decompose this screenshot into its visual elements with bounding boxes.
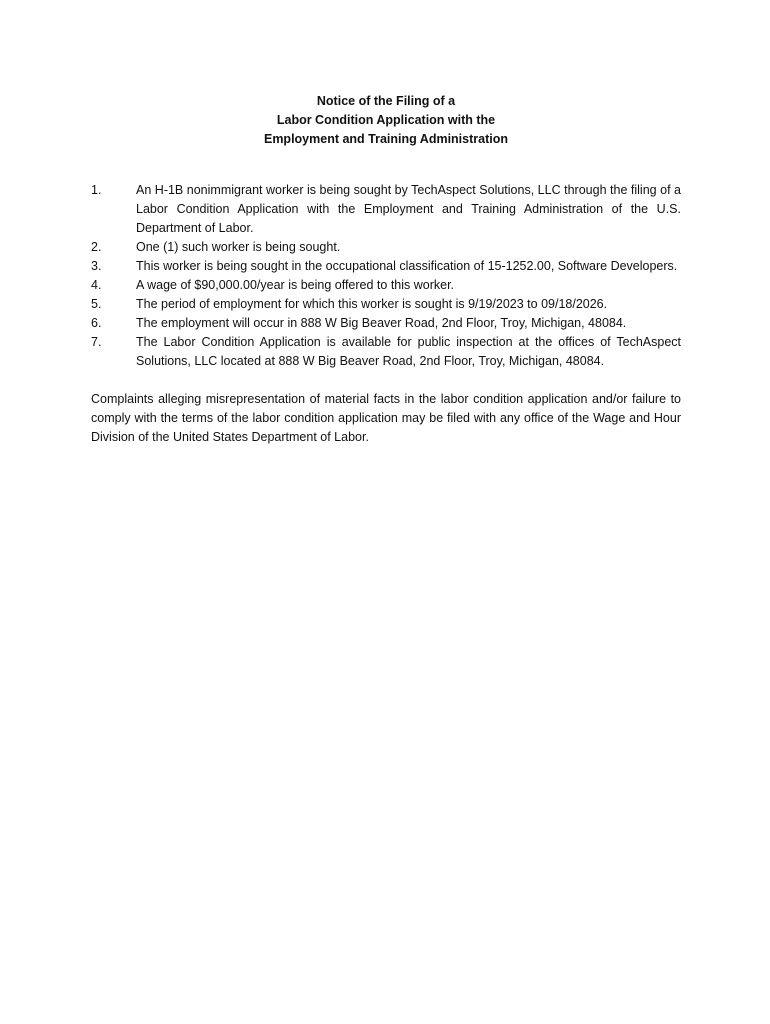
list-item [91, 314, 681, 333]
list-item [91, 238, 681, 257]
list-item [91, 181, 681, 238]
document-page [91, 92, 681, 460]
item-number: 1. [91, 183, 102, 197]
item-number: 4. [91, 278, 102, 292]
item-text: The employment will occur in 888 W Big Beaver Road, 2nd Floor, Troy, Michigan, 48084. [136, 316, 627, 330]
title-line-1: Notice of the Filing of a [316, 94, 456, 108]
item-text: This worker is being sought in the occupational classification of 15-1252.00, Software Developers. [136, 259, 678, 273]
notice-title [91, 92, 681, 149]
item-number: 5. [91, 297, 102, 311]
title-line-3: Employment and Training Administration [263, 132, 508, 146]
title-line-2: Labor Condition Application with the [276, 113, 496, 127]
list-item [91, 333, 681, 371]
list-item [91, 295, 681, 314]
item-text: An H-1B nonimmigrant worker is being sought by TechAspect Solutions, LLC through the filing of a Labor Condition Application with the Employment and Training Administration of the U.S. Department of Labor. [136, 183, 681, 235]
item-number: 2. [91, 240, 102, 254]
item-text: One (1) such worker is being sought. [136, 240, 341, 254]
complaints-paragraph: Complaints alleging misrepresentation of material facts in the labor condition application and/or failure to comply with the terms of the labor condition application may be filed with any office of the Wage and Hour Division of the United States Department of Labor. [91, 392, 681, 444]
item-text: The period of employment for which this worker is sought is 9/19/2023 to 09/18/2026. [136, 297, 608, 311]
item-text: A wage of $90,000.00/year is being offered to this worker. [136, 278, 455, 292]
item-text: The Labor Condition Application is available for public inspection at the offices of TechAspect Solutions, LLC located at 888 W Big Beaver Road, 2nd Floor, Troy, Michigan, 48084. [136, 335, 681, 368]
item-number: 7. [91, 335, 102, 349]
notice-items-list [91, 181, 681, 371]
list-item [91, 276, 681, 295]
list-item [91, 257, 681, 276]
item-number: 6. [91, 316, 102, 330]
item-number: 3. [91, 259, 102, 273]
